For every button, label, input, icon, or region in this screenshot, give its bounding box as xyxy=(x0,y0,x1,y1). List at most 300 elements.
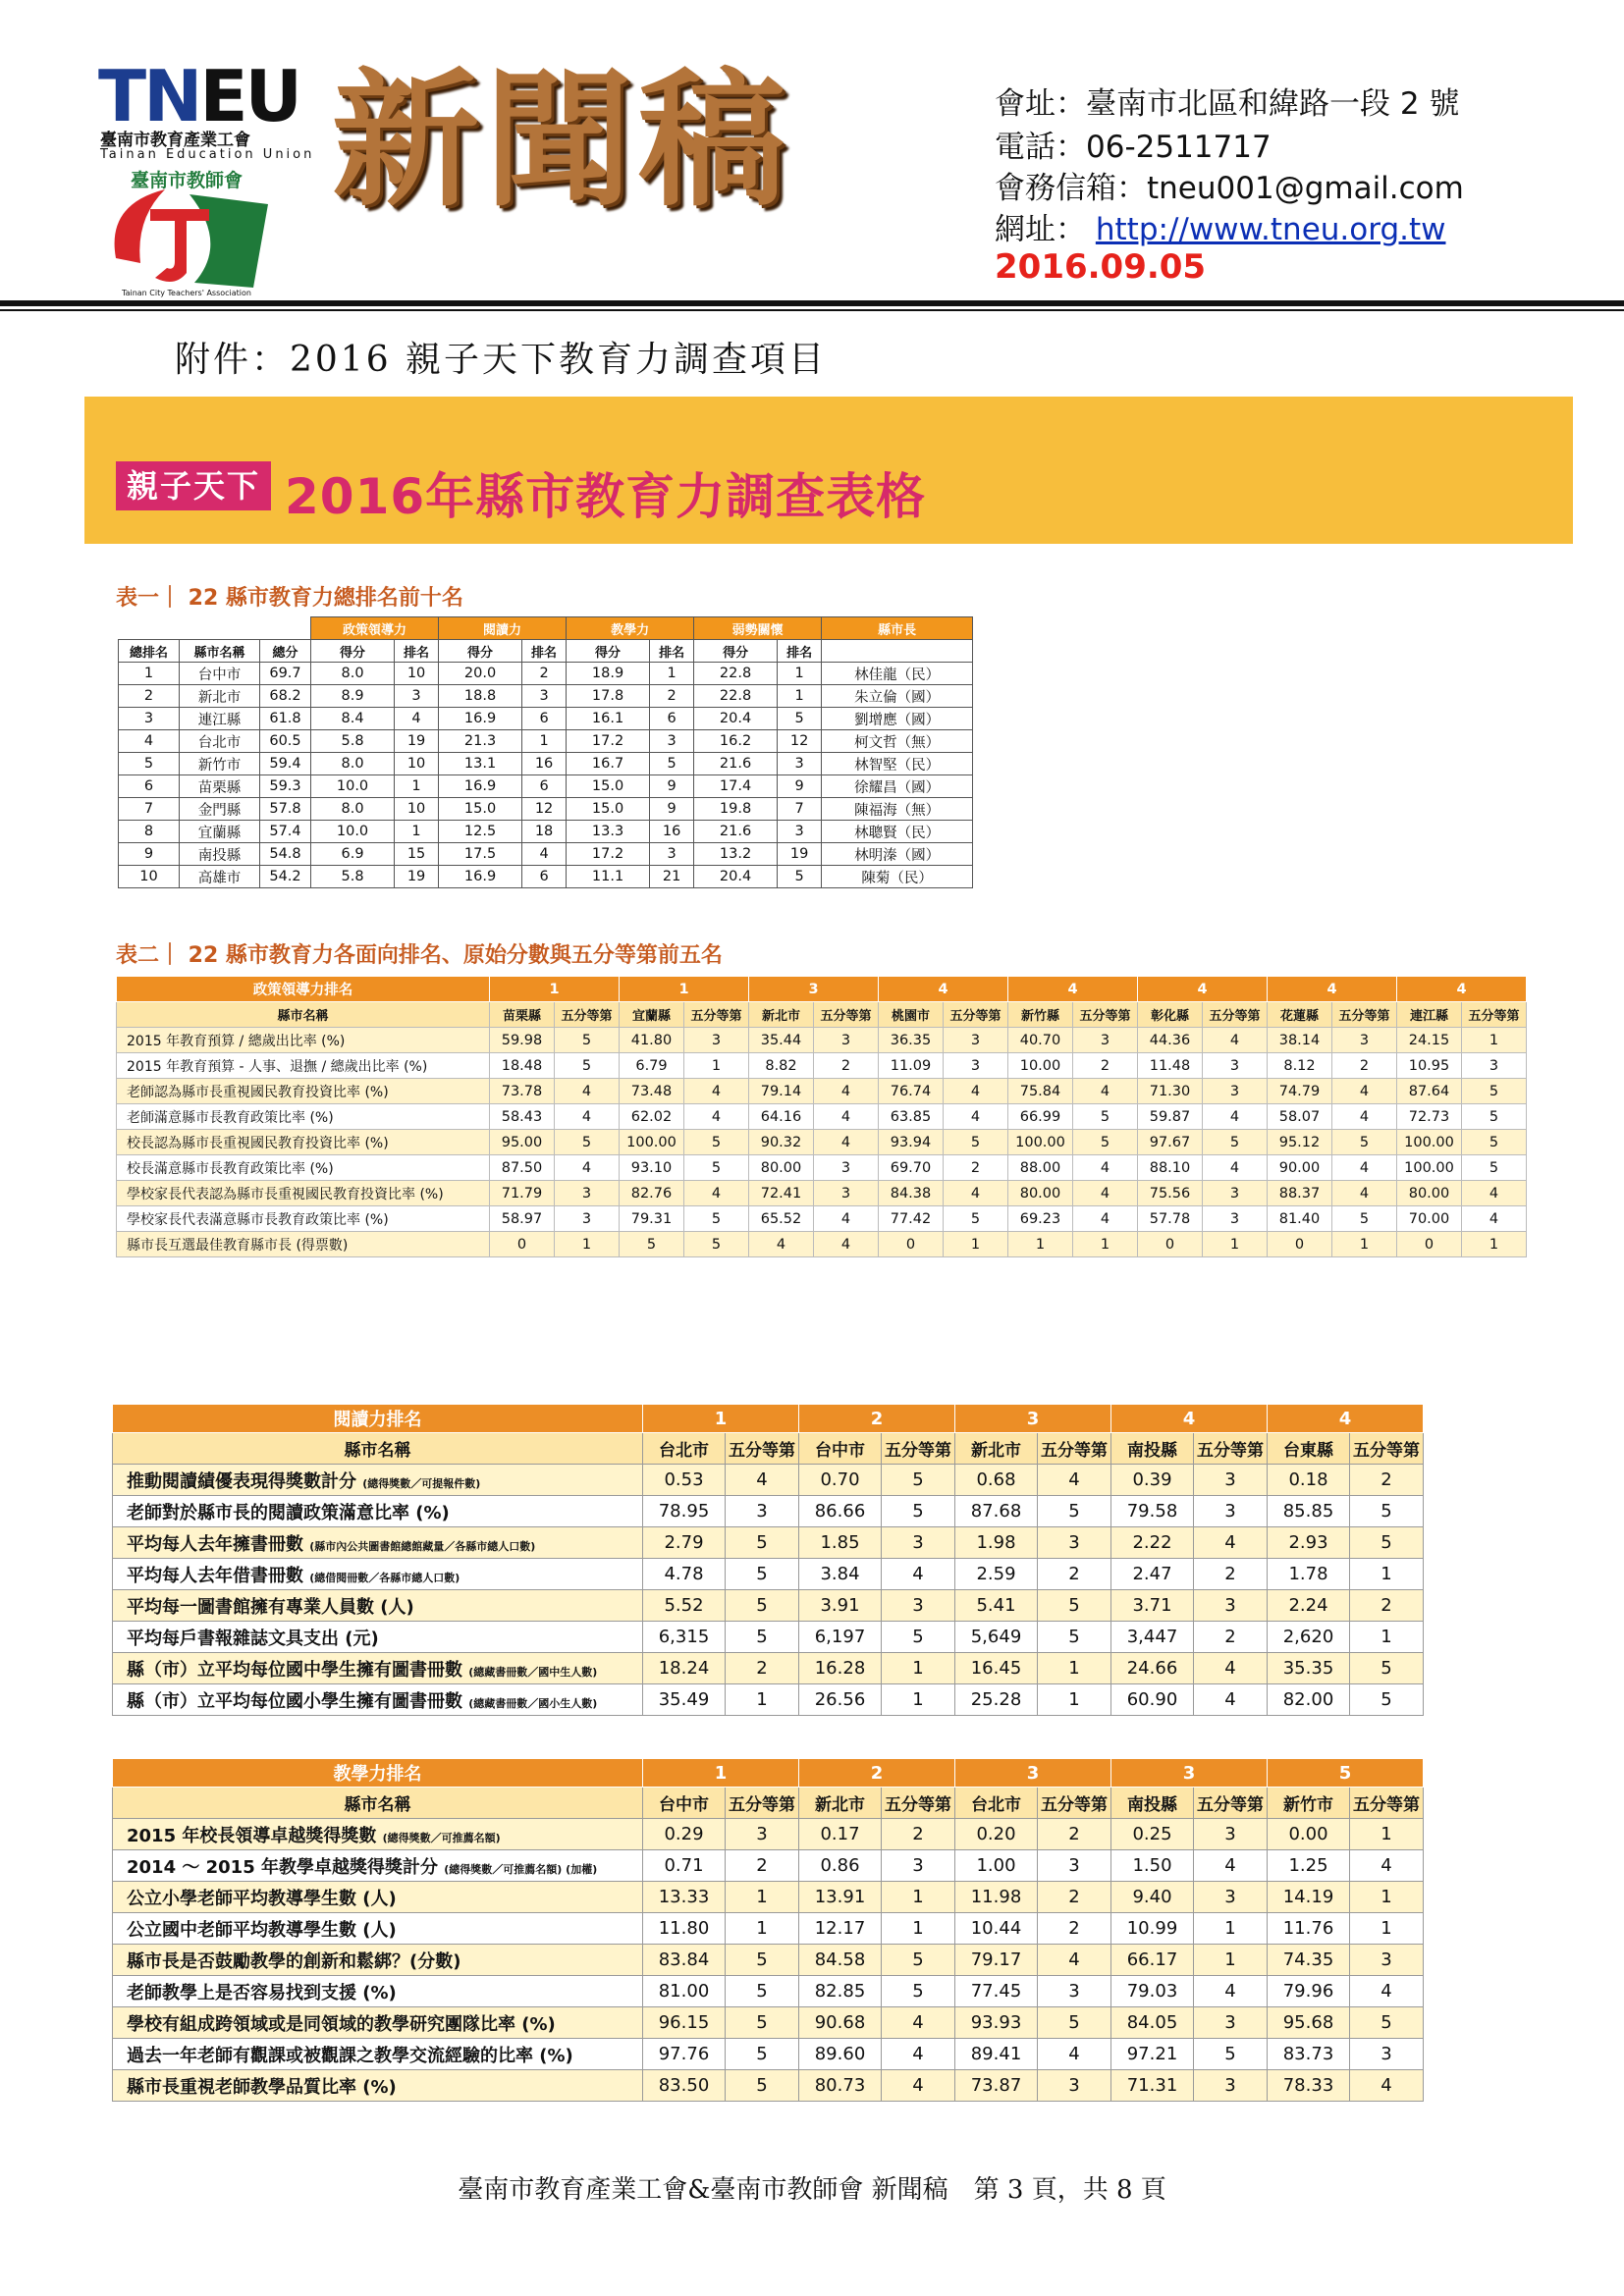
website-link[interactable]: http://www.tneu.org.tw xyxy=(1095,212,1446,247)
t1-cell: 8.0 xyxy=(311,663,395,685)
t1-cell: 6 xyxy=(650,708,694,730)
t1-cell: 3 xyxy=(119,708,180,730)
t4-row-label xyxy=(113,2039,643,2070)
t3-value-cell: 82.00 xyxy=(1268,1684,1350,1716)
t2-value-cell: 87.64 xyxy=(1397,1079,1462,1104)
t1-cell: 68.2 xyxy=(260,685,311,708)
t2-value-cell: 76.74 xyxy=(879,1079,944,1104)
t2-value-cell: 58.43 xyxy=(490,1104,555,1130)
t3-value-cell: 5.52 xyxy=(643,1590,726,1622)
t4-value-cell: 84.58 xyxy=(799,1945,882,1976)
t2-grade-header: 五分等第 xyxy=(684,1002,749,1028)
t2-value-cell: 75.56 xyxy=(1138,1181,1203,1206)
t3-value-cell: 1 xyxy=(1038,1653,1111,1684)
t1-cell: 1 xyxy=(650,663,694,685)
t2-value-cell: 5 xyxy=(1462,1130,1527,1155)
t2-value-cell: 59.98 xyxy=(490,1028,555,1053)
t2-value-cell: 77.42 xyxy=(879,1206,944,1232)
t4-row-label xyxy=(113,2070,643,2102)
t2-value-cell: 4 xyxy=(814,1206,879,1232)
t3-grade-header: 五分等第 xyxy=(1038,1433,1111,1465)
t2-value-cell: 1 xyxy=(1462,1232,1527,1257)
t3-value-cell: 4 xyxy=(1194,1684,1268,1716)
t1-cell: 15.0 xyxy=(567,798,650,821)
t4-row-label xyxy=(113,1976,643,2007)
t2-value-cell: 5 xyxy=(1332,1206,1397,1232)
t1-cell: 13.2 xyxy=(694,843,778,866)
t2-value-cell: 4 xyxy=(1073,1079,1138,1104)
table-row xyxy=(113,1496,1424,1527)
t3-value-cell: 35.35 xyxy=(1268,1653,1350,1684)
t3-value-cell: 3 xyxy=(1194,1590,1268,1622)
row-label-text: 縣市長重視老師教學品質比率 (%) xyxy=(127,2076,397,2098)
t2-value-cell: 5 xyxy=(684,1155,749,1181)
t3-value-cell: 5,649 xyxy=(955,1622,1038,1653)
table-row xyxy=(113,1945,1424,1976)
t2-grade-header: 五分等第 xyxy=(555,1002,620,1028)
row-label-text: 平均每人去年借書冊數 xyxy=(127,1565,303,1586)
row-label-text: 公立國中老師平均教導學生數 (人) xyxy=(127,1919,397,1941)
t2-value-cell: 11.48 xyxy=(1138,1053,1203,1079)
attachment-title: 附件：2016 親子天下教育力調查項目 xyxy=(175,340,828,380)
t4-value-cell: 1 xyxy=(1350,1819,1424,1850)
t1-cell: 61.8 xyxy=(260,708,311,730)
t1-cell: 3 xyxy=(650,843,694,866)
t1-cell: 10 xyxy=(395,663,439,685)
header-divider xyxy=(0,300,1624,306)
t1-cell: 69.7 xyxy=(260,663,311,685)
t1-cell: 4 xyxy=(395,708,439,730)
release-date: 2016.09.05 xyxy=(995,247,1207,287)
t4-value-cell: 3 xyxy=(726,1819,799,1850)
t2-value-cell: 64.16 xyxy=(749,1104,814,1130)
t2-value-cell: 95.00 xyxy=(490,1130,555,1155)
t1-cell: 12 xyxy=(522,798,567,821)
t3-grade-header: 五分等第 xyxy=(882,1433,955,1465)
t1-header-cell: 縣市名稱 xyxy=(180,640,260,663)
t3-county-name: 台東縣 xyxy=(1268,1433,1350,1465)
t1-cell: 17.5 xyxy=(439,843,522,866)
t2-value-cell: 69.70 xyxy=(879,1155,944,1181)
table-row xyxy=(113,1850,1424,1882)
t3-rank-cell: 2 xyxy=(799,1405,955,1433)
t3-value-cell: 5 xyxy=(882,1496,955,1527)
t1-cell: 17.4 xyxy=(694,775,778,798)
row-label-text: 縣市長互選最佳教育縣市長 (得票數) xyxy=(127,1237,349,1254)
t3-value-cell: 3,447 xyxy=(1111,1622,1194,1653)
t1-cell: 16.7 xyxy=(567,753,650,775)
table4-teaching-ranking xyxy=(112,1758,1424,2102)
t2-value-cell: 70.00 xyxy=(1397,1206,1462,1232)
t1-cell: 16 xyxy=(650,821,694,843)
t3-value-cell: 5 xyxy=(1038,1622,1111,1653)
t1-cell: 金門縣 xyxy=(180,798,260,821)
t4-county-name: 南投縣 xyxy=(1111,1788,1194,1819)
tneu-logo xyxy=(98,55,300,137)
t2-value-cell: 5 xyxy=(1073,1104,1138,1130)
t1-cell: 5.8 xyxy=(311,730,395,753)
t3-value-cell: 16.45 xyxy=(955,1653,1038,1684)
website-label: 網址： xyxy=(995,212,1086,247)
t2-value-cell: 3 xyxy=(944,1028,1008,1053)
assoc-name-en: Tainan City Teachers' Association xyxy=(122,289,251,297)
t4-value-cell: 4 xyxy=(1350,1850,1424,1882)
t2-value-cell: 90.00 xyxy=(1268,1155,1332,1181)
table-row xyxy=(113,1819,1424,1850)
t2-value-cell: 36.35 xyxy=(879,1028,944,1053)
t4-value-cell: 93.93 xyxy=(955,2007,1038,2039)
t1-cell: 18.8 xyxy=(439,685,522,708)
t1-cell: 16.9 xyxy=(439,866,522,888)
t2-grade-header: 五分等第 xyxy=(1332,1002,1397,1028)
t2-value-cell: 80.00 xyxy=(749,1155,814,1181)
t2-value-cell: 3 xyxy=(684,1028,749,1053)
t2-value-cell: 8.82 xyxy=(749,1053,814,1079)
t1-cell: 徐耀昌（國） xyxy=(822,775,973,798)
t2-value-cell: 4 xyxy=(1332,1104,1397,1130)
table1-overall-ranking xyxy=(118,616,973,888)
t1-cell: 10 xyxy=(119,866,180,888)
t4-value-cell: 5 xyxy=(726,2007,799,2039)
t3-value-cell: 1 xyxy=(1038,1684,1111,1716)
t1-header-cell: 排名 xyxy=(650,640,694,663)
row-label-text: 老師對於縣市長的閱讀政策滿意比率 (%) xyxy=(127,1502,450,1523)
t4-value-cell: 74.35 xyxy=(1268,1945,1350,1976)
t2-county-name: 宜蘭縣 xyxy=(620,1002,684,1028)
t4-rank-cell: 5 xyxy=(1268,1759,1424,1788)
t2-county-name: 彰化縣 xyxy=(1138,1002,1203,1028)
t3-value-cell: 35.49 xyxy=(643,1684,726,1716)
t2-value-cell: 4 xyxy=(555,1079,620,1104)
row-label-text: 2015 年教育預算 - 人事、退撫 / 總歲出比率 (%) xyxy=(127,1058,428,1075)
t4-value-cell: 5 xyxy=(1038,2007,1111,2039)
table-row xyxy=(119,708,973,730)
t2-value-cell: 81.40 xyxy=(1268,1206,1332,1232)
table-row xyxy=(113,1559,1424,1590)
t1-cell: 南投縣 xyxy=(180,843,260,866)
t4-value-cell: 10.99 xyxy=(1111,1913,1194,1945)
t2-value-cell: 4 xyxy=(1203,1155,1268,1181)
table-row xyxy=(113,2007,1424,2039)
t2-value-cell: 4 xyxy=(1332,1181,1397,1206)
t2-value-cell: 3 xyxy=(1073,1028,1138,1053)
table-row xyxy=(119,753,973,775)
t2-value-cell: 5 xyxy=(555,1028,620,1053)
t4-value-cell: 1 xyxy=(1194,1913,1268,1945)
table-row xyxy=(113,1913,1424,1945)
t1-cell: 21.3 xyxy=(439,730,522,753)
t1-cell: 2 xyxy=(119,685,180,708)
t1-cell: 15.0 xyxy=(567,775,650,798)
t4-value-cell: 11.76 xyxy=(1268,1913,1350,1945)
t1-header-cell: 排名 xyxy=(395,640,439,663)
table-row xyxy=(113,2070,1424,2102)
t1-cell: 7 xyxy=(778,798,822,821)
t4-value-cell: 1 xyxy=(1350,1913,1424,1945)
t2-row-label xyxy=(117,1130,490,1155)
t1-cell: 3 xyxy=(395,685,439,708)
table-row xyxy=(117,1206,1527,1232)
t1-header-cell xyxy=(822,640,973,663)
t1-cell: 林明溱（國） xyxy=(822,843,973,866)
row-label-note: (縣市內公共圖書館總館藏量／各縣市總人口數) xyxy=(309,1539,536,1553)
table-row xyxy=(117,1155,1527,1181)
t1-cell: 57.4 xyxy=(260,821,311,843)
t2-value-cell: 4 xyxy=(814,1104,879,1130)
t3-value-cell: 6,315 xyxy=(643,1622,726,1653)
t2-grade-header: 五分等第 xyxy=(814,1002,879,1028)
t4-value-cell: 83.50 xyxy=(643,2070,726,2102)
t1-cell: 3 xyxy=(778,821,822,843)
table-row xyxy=(117,1130,1527,1155)
t2-rank-cell: 4 xyxy=(1397,977,1527,1002)
t1-cell: 15 xyxy=(395,843,439,866)
t1-cell: 新北市 xyxy=(180,685,260,708)
t4-value-cell: 3 xyxy=(1194,1882,1268,1913)
row-label-text: 平均每人去年擁書冊數 xyxy=(127,1533,303,1555)
t1-cell: 8.0 xyxy=(311,798,395,821)
t4-value-cell: 1 xyxy=(882,1913,955,1945)
t2-value-cell: 87.50 xyxy=(490,1155,555,1181)
t1-cell: 5.8 xyxy=(311,866,395,888)
t3-value-cell: 25.28 xyxy=(955,1684,1038,1716)
t2-value-cell: 73.48 xyxy=(620,1079,684,1104)
t4-value-cell: 96.15 xyxy=(643,2007,726,2039)
t2-value-cell: 69.23 xyxy=(1008,1206,1073,1232)
t1-cell: 新竹市 xyxy=(180,753,260,775)
t4-value-cell: 5 xyxy=(726,2039,799,2070)
t4-value-cell: 12.17 xyxy=(799,1913,882,1945)
t2-county-row xyxy=(117,1002,1527,1028)
t2-value-cell: 95.12 xyxy=(1268,1130,1332,1155)
t4-rank-cell: 3 xyxy=(955,1759,1111,1788)
t3-row-label xyxy=(113,1684,643,1716)
t4-rank-label: 教學力排名 xyxy=(113,1759,643,1788)
t2-value-cell: 5 xyxy=(684,1232,749,1257)
t3-value-cell: 18.24 xyxy=(643,1653,726,1684)
t2-row-label xyxy=(117,1104,490,1130)
t2-value-cell: 1 xyxy=(1462,1028,1527,1053)
t1-cell: 1 xyxy=(778,663,822,685)
t1-cell: 1 xyxy=(395,821,439,843)
t4-value-cell: 80.73 xyxy=(799,2070,882,2102)
t3-rank-cell: 4 xyxy=(1268,1405,1424,1433)
t3-rank-row xyxy=(113,1405,1424,1433)
t1-cell: 60.5 xyxy=(260,730,311,753)
t1-cell: 22.8 xyxy=(694,685,778,708)
teachers-association-logo xyxy=(96,165,278,297)
t4-value-cell: 4 xyxy=(1350,2070,1424,2102)
t2-value-cell: 100.00 xyxy=(1397,1130,1462,1155)
t2-value-cell: 44.36 xyxy=(1138,1028,1203,1053)
t4-county-header: 縣市名稱 xyxy=(113,1788,643,1819)
t4-value-cell: 3 xyxy=(1038,2070,1111,2102)
t2-value-cell: 4 xyxy=(1332,1079,1397,1104)
t4-row-label xyxy=(113,1850,643,1882)
t2-value-cell: 4 xyxy=(944,1104,1008,1130)
t2-value-cell: 80.00 xyxy=(1397,1181,1462,1206)
t1-header-cell: 排名 xyxy=(778,640,822,663)
table-row xyxy=(119,775,973,798)
table-row xyxy=(117,1079,1527,1104)
t1-cell: 16.1 xyxy=(567,708,650,730)
t4-row-label xyxy=(113,2007,643,2039)
row-label-note: (總藏書冊數／國小生人數) xyxy=(468,1696,598,1710)
t1-cell: 5 xyxy=(650,753,694,775)
t1-header-cell: 排名 xyxy=(522,640,567,663)
t1-cell: 19 xyxy=(395,866,439,888)
t1-cell: 陳福海（無） xyxy=(822,798,973,821)
t3-value-cell: 86.66 xyxy=(799,1496,882,1527)
t1-cell: 6 xyxy=(522,708,567,730)
t3-value-cell: 5 xyxy=(726,1527,799,1559)
t1-cell: 13.3 xyxy=(567,821,650,843)
t3-county-row xyxy=(113,1433,1424,1465)
t1-cell: 1 xyxy=(778,685,822,708)
t2-value-cell: 3 xyxy=(555,1181,620,1206)
t1-cell: 4 xyxy=(119,730,180,753)
t4-value-cell: 2 xyxy=(882,1819,955,1850)
t4-value-cell: 2 xyxy=(1038,1882,1111,1913)
t2-value-cell: 4 xyxy=(555,1155,620,1181)
t4-grade-header: 五分等第 xyxy=(1350,1788,1424,1819)
t1-cell: 2 xyxy=(522,663,567,685)
t1-cell: 17.2 xyxy=(567,730,650,753)
t3-value-cell: 0.53 xyxy=(643,1465,726,1496)
t3-value-cell: 5 xyxy=(1038,1590,1111,1622)
t2-value-cell: 72.41 xyxy=(749,1181,814,1206)
t1-cell: 16.2 xyxy=(694,730,778,753)
t4-value-cell: 1.00 xyxy=(955,1850,1038,1882)
t2-rank-label: 政策領導力排名 xyxy=(117,977,490,1002)
phone: 電話：06-2511717 xyxy=(995,130,1272,165)
t3-value-cell: 2 xyxy=(1194,1559,1268,1590)
logo-tn: TN xyxy=(98,55,200,137)
t2-value-cell: 82.76 xyxy=(620,1181,684,1206)
t1-cell: 台北市 xyxy=(180,730,260,753)
t2-value-cell: 3 xyxy=(1203,1206,1268,1232)
t3-row-label xyxy=(113,1559,643,1590)
t2-value-cell: 1 xyxy=(944,1232,1008,1257)
t1-cell: 1 xyxy=(395,775,439,798)
t4-value-cell: 2 xyxy=(726,1850,799,1882)
t4-value-cell: 10.44 xyxy=(955,1913,1038,1945)
t3-value-cell: 0.39 xyxy=(1111,1465,1194,1496)
table1-caption: 表一｜ 22 縣市教育力總排名前十名 xyxy=(116,586,463,611)
row-label-text: 縣（市）立平均每位國小學生擁有圖書冊數 xyxy=(127,1690,462,1712)
row-label-text: 老師滿意縣市長教育政策比率 (%) xyxy=(127,1109,334,1126)
t4-value-cell: 13.91 xyxy=(799,1882,882,1913)
table-row xyxy=(119,798,973,821)
t1-cell: 9 xyxy=(650,775,694,798)
table2-policy-leadership xyxy=(116,976,1527,1257)
t4-value-cell: 1 xyxy=(1194,1945,1268,1976)
t4-value-cell: 3 xyxy=(1194,1819,1268,1850)
t2-value-cell: 4 xyxy=(1203,1104,1268,1130)
t2-value-cell: 5 xyxy=(944,1206,1008,1232)
t2-county-name: 新北市 xyxy=(749,1002,814,1028)
t1-cell: 22.8 xyxy=(694,663,778,685)
t2-value-cell: 1 xyxy=(1073,1232,1138,1257)
t2-value-cell: 72.73 xyxy=(1397,1104,1462,1130)
t1-cell: 57.8 xyxy=(260,798,311,821)
t1-cell: 16 xyxy=(522,753,567,775)
address: 會址：臺南市北區和緯路一段 2 號 xyxy=(995,86,1460,122)
t1-cell: 2 xyxy=(650,685,694,708)
t3-value-cell: 3 xyxy=(1194,1465,1268,1496)
t3-county-header: 縣市名稱 xyxy=(113,1433,643,1465)
t2-value-cell: 5 xyxy=(1073,1130,1138,1155)
t4-value-cell: 3 xyxy=(882,1850,955,1882)
t2-value-cell: 4 xyxy=(749,1232,814,1257)
t4-rank-cell: 3 xyxy=(1111,1759,1268,1788)
t1-cell: 15.0 xyxy=(439,798,522,821)
t3-value-cell: 60.90 xyxy=(1111,1684,1194,1716)
t2-value-cell: 24.15 xyxy=(1397,1028,1462,1053)
press-release-title: 新聞稿 xyxy=(332,54,792,227)
t2-grade-header: 五分等第 xyxy=(1203,1002,1268,1028)
t2-value-cell: 88.10 xyxy=(1138,1155,1203,1181)
t3-value-cell: 5 xyxy=(726,1622,799,1653)
t2-value-cell: 3 xyxy=(814,1181,879,1206)
t4-value-cell: 3 xyxy=(1194,2070,1268,2102)
t2-value-cell: 3 xyxy=(1203,1079,1268,1104)
t1-cell: 3 xyxy=(778,753,822,775)
t4-value-cell: 5 xyxy=(882,1945,955,1976)
row-label-text: 學校家長代表滿意縣市長教育政策比率 (%) xyxy=(127,1211,389,1228)
t4-value-cell: 81.00 xyxy=(643,1976,726,2007)
t4-rank-cell: 2 xyxy=(799,1759,955,1788)
t3-row-label xyxy=(113,1653,643,1684)
t3-value-cell: 2.47 xyxy=(1111,1559,1194,1590)
t2-value-cell: 1 xyxy=(555,1232,620,1257)
t3-value-cell: 5 xyxy=(1350,1527,1424,1559)
t4-value-cell: 4 xyxy=(1350,1976,1424,2007)
t2-value-cell: 35.44 xyxy=(749,1028,814,1053)
t1-cell: 5 xyxy=(119,753,180,775)
table-row xyxy=(113,1527,1424,1559)
t2-value-cell: 41.80 xyxy=(620,1028,684,1053)
t1-cell: 20.4 xyxy=(694,708,778,730)
table-row xyxy=(119,866,973,888)
t2-value-cell: 4 xyxy=(684,1104,749,1130)
t4-county-name: 新竹市 xyxy=(1268,1788,1350,1819)
t2-value-cell: 65.52 xyxy=(749,1206,814,1232)
t1-cell: 17.8 xyxy=(567,685,650,708)
t1-cell: 9 xyxy=(778,775,822,798)
table-row xyxy=(113,1590,1424,1622)
t3-rank-cell: 4 xyxy=(1111,1405,1268,1433)
t4-value-cell: 0.20 xyxy=(955,1819,1038,1850)
t3-value-cell: 2 xyxy=(1194,1622,1268,1653)
t1-cell: 3 xyxy=(650,730,694,753)
t2-value-cell: 4 xyxy=(814,1079,879,1104)
t3-value-cell: 6,197 xyxy=(799,1622,882,1653)
t4-grade-header: 五分等第 xyxy=(726,1788,799,1819)
t2-value-cell: 4 xyxy=(944,1079,1008,1104)
t3-value-cell: 2 xyxy=(1038,1559,1111,1590)
t3-rank-label: 閱讀力排名 xyxy=(113,1405,643,1433)
t2-rank-cell: 4 xyxy=(1268,977,1397,1002)
t2-rank-cell: 4 xyxy=(879,977,1008,1002)
row-label-text: 公立小學老師平均教導學生數 (人) xyxy=(127,1888,397,1909)
t2-value-cell: 4 xyxy=(1073,1206,1138,1232)
t2-county-name: 新竹縣 xyxy=(1008,1002,1073,1028)
t4-rank-cell: 1 xyxy=(643,1759,799,1788)
t3-row-label xyxy=(113,1496,643,1527)
t2-value-cell: 5 xyxy=(944,1130,1008,1155)
t3-value-cell: 2.22 xyxy=(1111,1527,1194,1559)
